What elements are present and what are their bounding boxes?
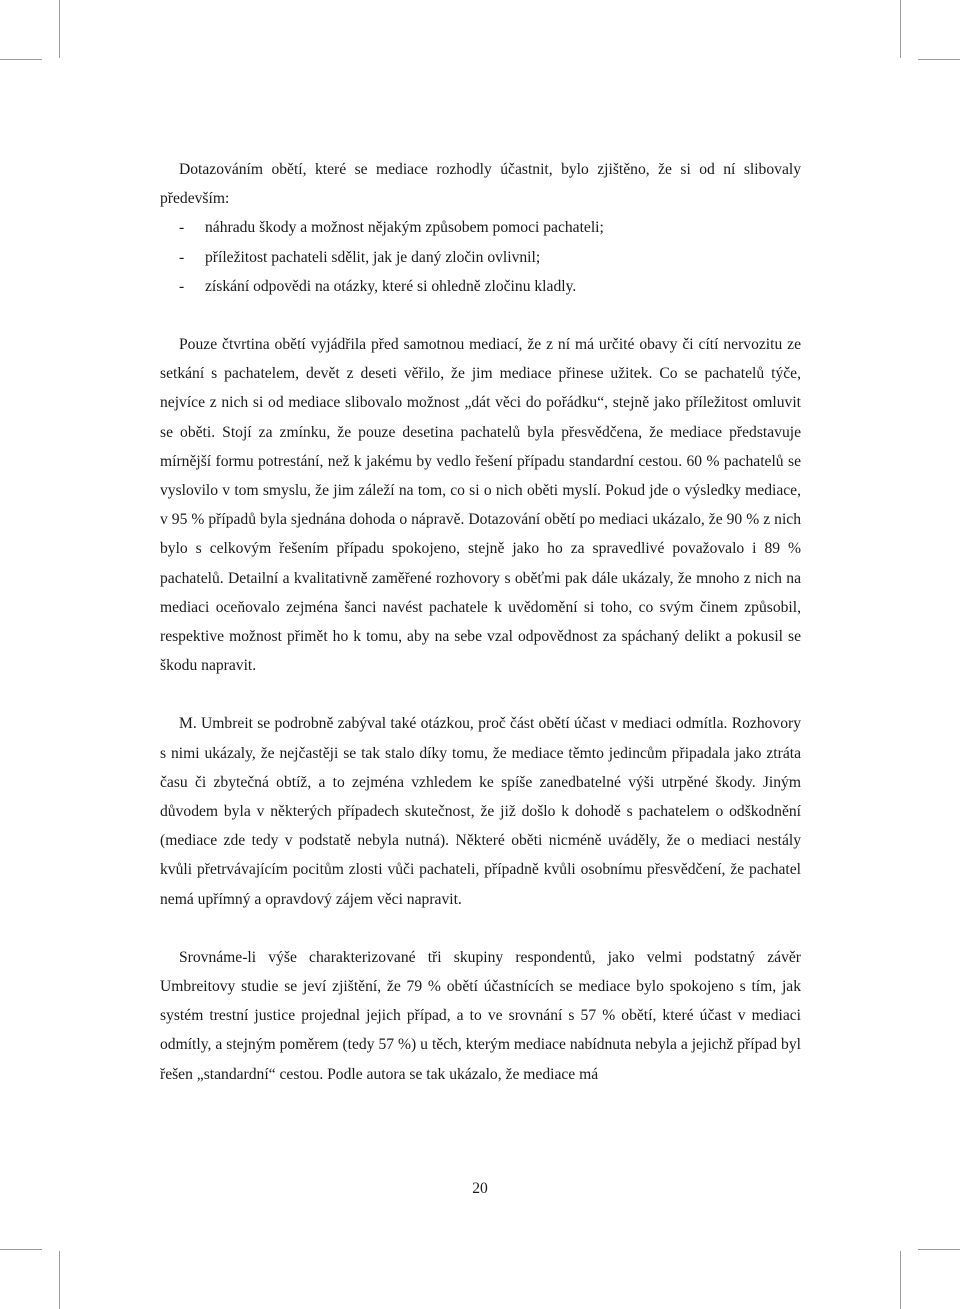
list-item [160,272,801,301]
crop-mark-top-left-horizontal [0,59,42,60]
crop-mark-top-left [59,0,60,58]
crop-mark-bottom-left-horizontal [0,1249,42,1250]
crop-mark-bottom-right [900,1251,901,1309]
list-item-text: získání odpovědi na otázky, které si ohledně zločinu kladly. [205,277,577,295]
paragraph-comparison: Srovnáme-li výše charakterizované tři skupiny respondentů, jako velmi podstatný závěr Umbreitovy studie se jeví zjištění, že 79 % obětí účastnících se mediace bylo spokojeno s tím, jak systém trestní justice projednal jejich případ, a to ve srovnání s 57 % obětí, které účast v mediaci odmítly, a stejným poměrem (tedy 57 %) u těch, kterým mediace nabídnuta nebyla a jejichž případ byl řešen „standardní“ cestou. Podle autora se tak ukázalo, že mediace má [160,948,801,1083]
paragraph-gap [160,914,801,943]
list-marker: - [179,219,185,237]
intro-paragraph: Dotazováním obětí, které se mediace rozhodly účastnit, bylo zjištěno, že si od ní slibovaly především: [160,161,801,208]
list-item [160,243,801,272]
list-marker: - [179,277,185,295]
paragraph-offender-expectations: Pouze čtvrtina obětí vyjádřila před samotnou mediací, že z ní má určité obavy či cítí nervozitu ze setkání s pachatelem, devět z deseti věřilo, že jim mediace přinese užitek. Co se pachatelů týče, nejvíce z nich si od mediace slibovalo možnost „dát věci do pořádku“, stejně jako příležitost omluvit se oběti. Stojí za zmínku, že pouze desetina pachatelů byla přesvědčena, že mediace představuje mírnější formu potrestání, než k jakému by vedlo řešení případu standardní cestou. 60 % pachatelů se vyslovilo v tom smyslu, že jim záleží na tom, co si o nich oběti myslí. Pokud jde o výsledky mediace, v 95 % případů byla sjednána dohoda o nápravě. Dotazování obětí po mediaci ukázalo, že 90 % z nich bylo s celkovým řešením případu spokojeno, stejně jako ho za spravedlivé považovalo i 89 % pachatelů. Detailní a kvalitativně zaměřené rozhovory s oběťmi pak dále ukázaly, že mnoho z nich na mediaci oceňovalo zejména šanci navést pachatele k uvědomění si toho, co svým činem způsobil, respektive možnost přimět ho k tomu, aby na sebe vzal odpovědnost za spáchaný delikt a pokusil se škodu napravit. [160,336,801,675]
list-item-text: příležitost pachateli sdělit, jak je daný zločin ovlivnil; [205,248,541,266]
list-marker: - [179,248,185,266]
crop-mark-bottom-right-horizontal [918,1249,960,1250]
paragraph-gap [160,680,801,709]
expectations-list [160,213,801,301]
crop-mark-top-right-horizontal [918,59,960,60]
crop-mark-top-right [900,0,901,58]
paragraph-gap [160,301,801,330]
list-item [160,213,801,242]
page-body [160,155,801,1089]
paragraph-refusal-reasons: M. Umbreit se podrobně zabýval také otázkou, proč část obětí účast v mediaci odmítla. Rozhovory s nimi ukázaly, že nejčastěji se tak stalo díky tomu, že mediace těmto jedincům připadala jako ztráta času či zbytečná obtíž, a to zejména vzhledem ke spíše zanedbatelné výši utrpěné škody. Jiným důvodem byla v některých případech skutečnost, že již došlo k dohodě s pachatelem o odškodnění (mediace zde tedy v podstatě nebyla nutná). Některé oběti nicméně uváděly, že o mediaci nestály kvůli přetrvávajícím pocitům zlosti vůči pachateli, případně kvůli osobnímu přesvědčení, že pachatel nemá upřímný a opravdový zájem věci napravit. [160,715,801,908]
crop-mark-bottom-left [59,1251,60,1309]
list-item-text: náhradu škody a možnost nějakým způsobem pomoci pachateli; [205,219,604,237]
page-number: 20 [472,1180,488,1197]
